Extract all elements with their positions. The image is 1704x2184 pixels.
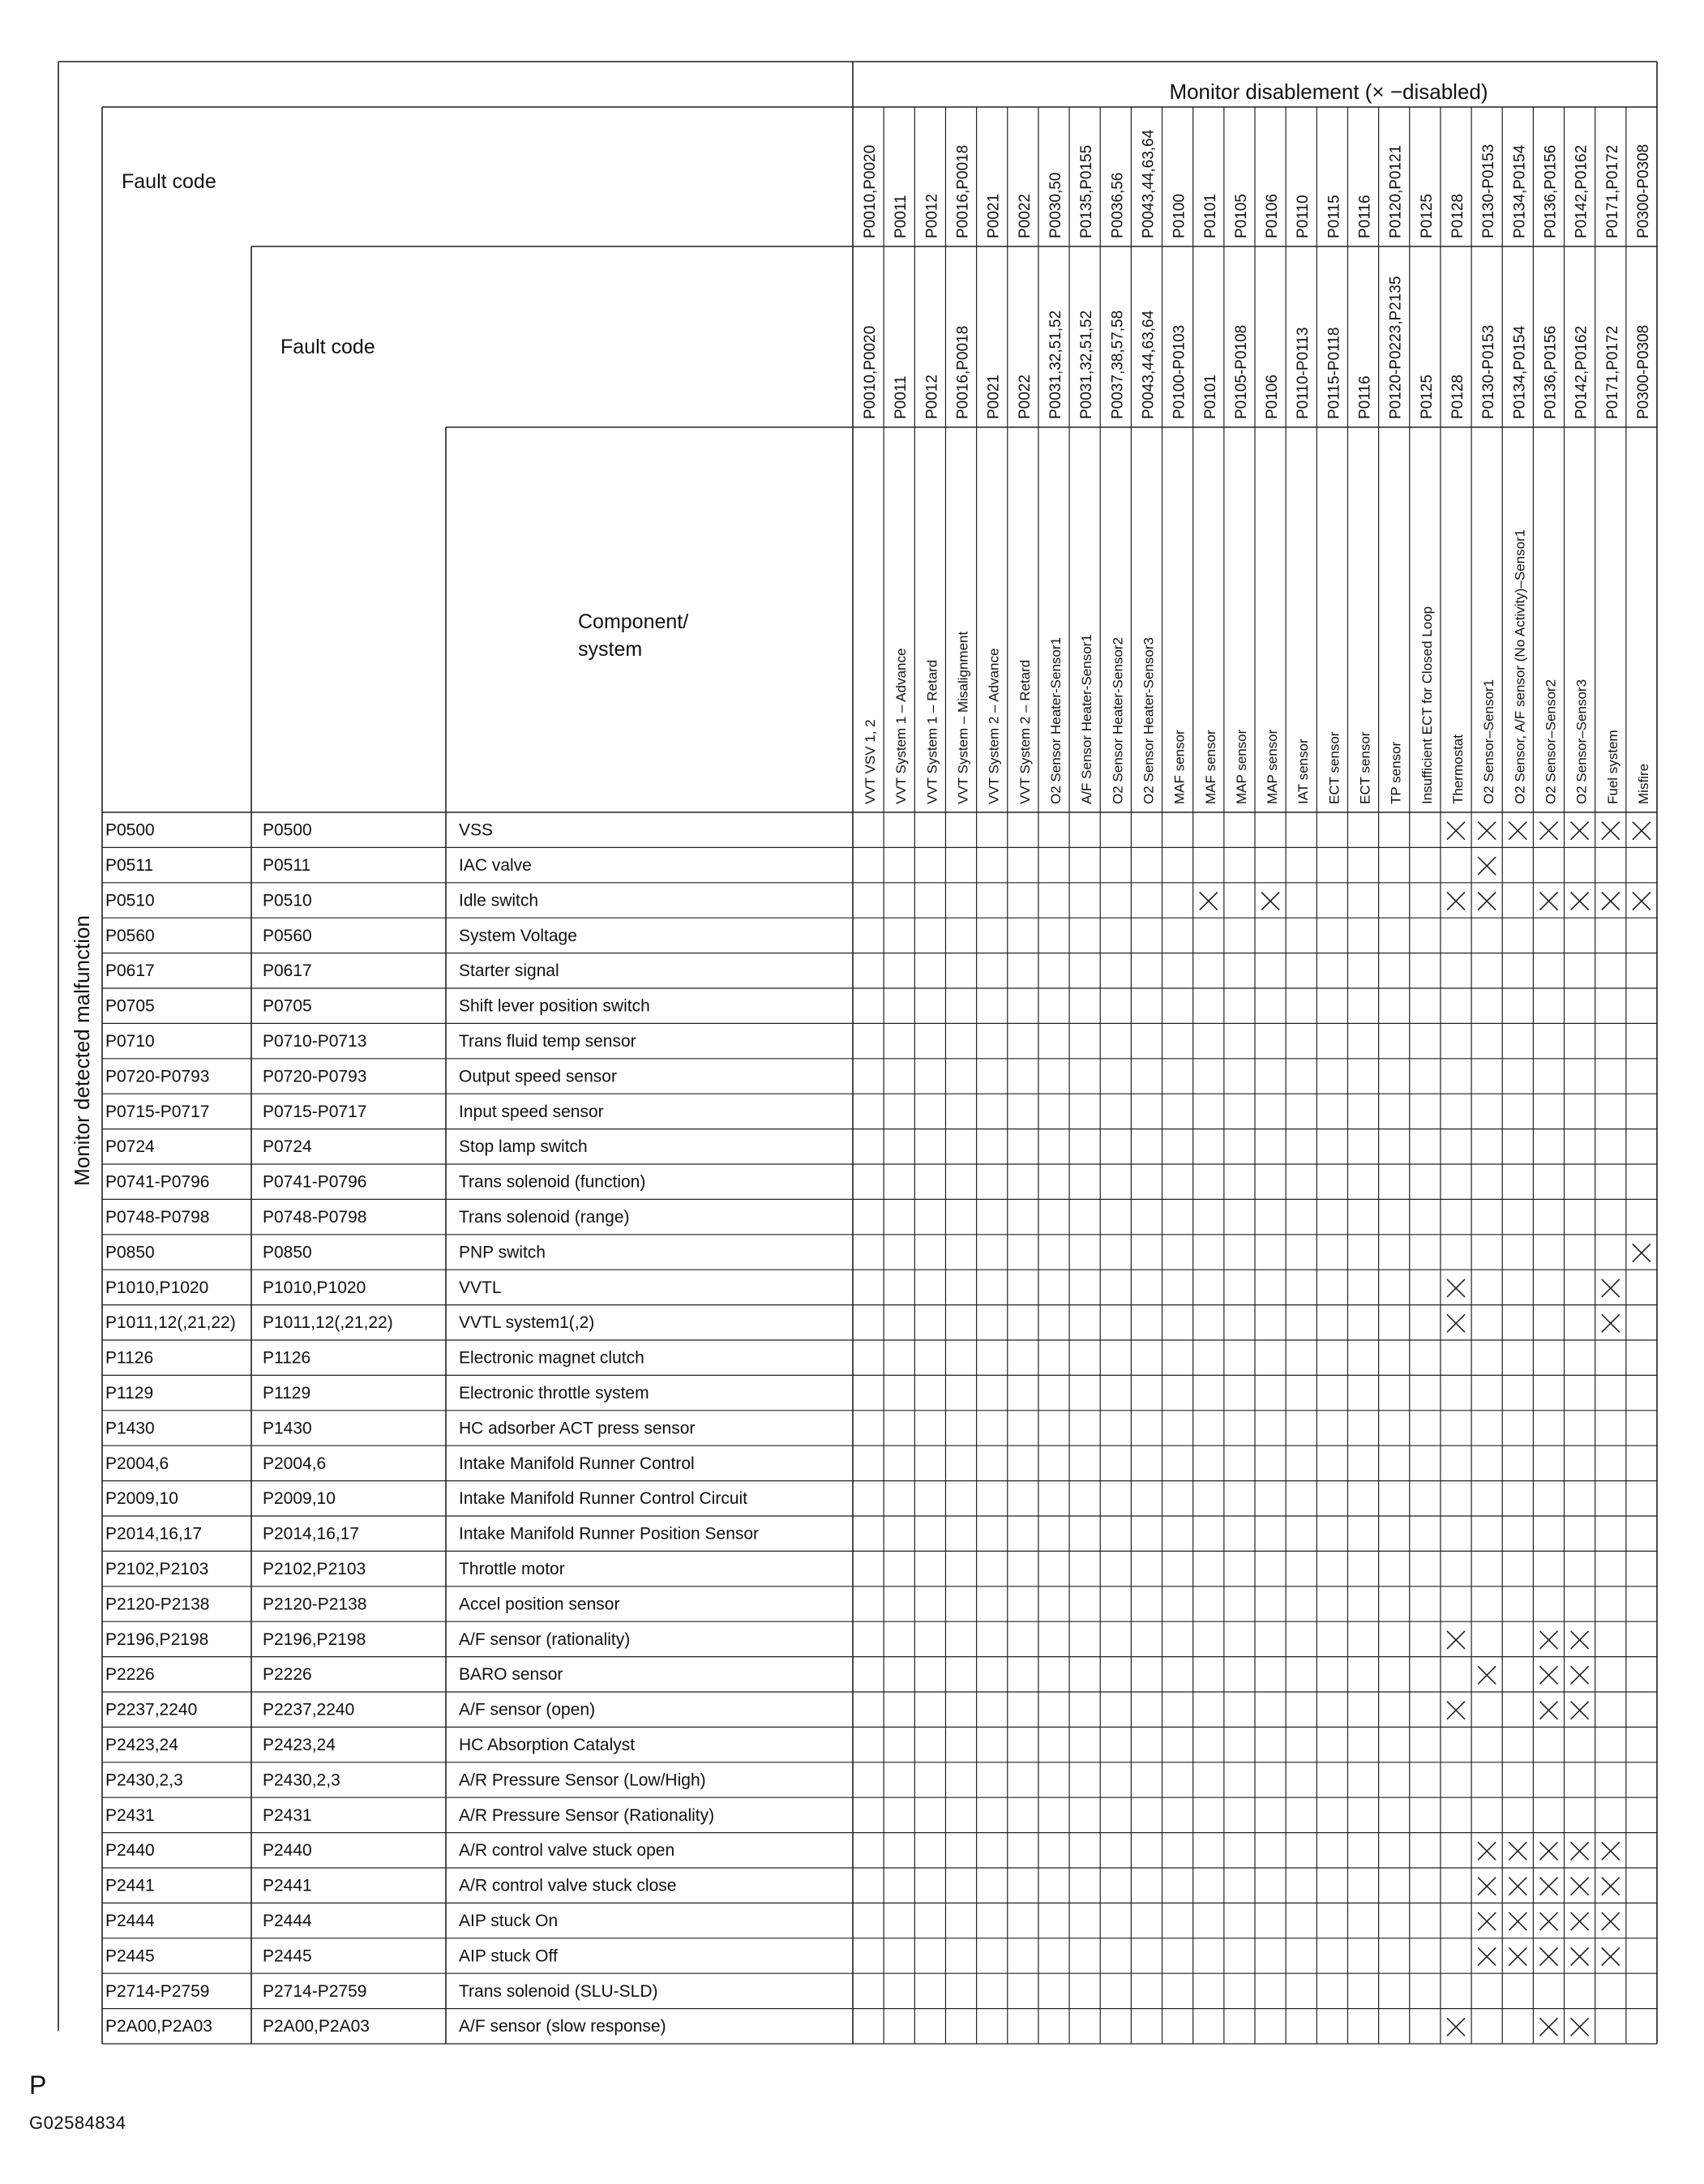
disabled-mark (1571, 822, 1589, 840)
column-component-name: ECT sensor (1357, 731, 1373, 804)
row-component: A/F sensor (slow response) (459, 2017, 666, 2036)
footer-letter: P (29, 2071, 47, 2100)
row-fault-code: P0720-P0793 (105, 1067, 210, 1086)
column-code-top: P0130-P0153 (1480, 143, 1498, 238)
column-component-name: Insufficient ECT for Closed Loop (1419, 606, 1435, 804)
row-fault-code: P0741-P0796 (105, 1172, 210, 1192)
column-code-top: P0135,P0155 (1078, 144, 1096, 238)
row-fault-code: P0710 (105, 1032, 155, 1051)
disabled-mark (1571, 1842, 1589, 1860)
disabled-mark (1571, 1878, 1589, 1895)
disabled-mark (1478, 1948, 1496, 1966)
row-component: A/R control valve stuck close (459, 1876, 677, 1895)
row-fault-code: P2226 (105, 1665, 155, 1685)
row-fault-code-detail: P2237,2240 (263, 1700, 355, 1719)
disabled-mark (1539, 893, 1557, 910)
row-fault-code: P2441 (105, 1876, 155, 1895)
row-fault-code: P2444 (105, 1912, 155, 1931)
column-code-detail: P0105-P0108 (1232, 324, 1250, 419)
disabled-mark (1447, 822, 1465, 840)
row-fault-code-detail: P1129 (263, 1384, 311, 1403)
figure-code: G02584834 (29, 2113, 126, 2133)
row-fault-code-detail: P2009,10 (263, 1489, 336, 1509)
disabled-mark (1602, 1842, 1620, 1860)
column-code-top: P0125 (1418, 194, 1436, 238)
component-system-label-line2: system (578, 638, 643, 661)
column-component-name: Misfire (1635, 763, 1651, 804)
row-fault-code: P0850 (105, 1243, 155, 1262)
column-code-detail: P0016,P0018 (954, 325, 972, 419)
row-component: AIP stuck Off (459, 1946, 558, 1966)
disabled-mark (1478, 1666, 1496, 1684)
table-row (105, 1278, 1620, 1297)
table-row (105, 1137, 588, 1156)
disabled-mark (1447, 1631, 1465, 1649)
row-component: A/R control valve stuck open (459, 1841, 675, 1861)
row-fault-code-detail: P2440 (263, 1841, 312, 1861)
column-code-detail: P0043,44,63,64 (1140, 310, 1158, 419)
table-row (105, 1208, 630, 1227)
row-component: Input speed sensor (459, 1102, 604, 1121)
disabled-mark (1602, 893, 1620, 910)
row-component: AIP stuck On (459, 1912, 559, 1931)
row-fault-code: P0748-P0798 (105, 1208, 210, 1227)
row-fault-code: P2440 (105, 1841, 155, 1861)
fault-code-label-outer: Fault code (122, 170, 216, 193)
table-row (105, 1665, 1589, 1684)
column-code-top: P0012 (923, 194, 941, 238)
table-row (105, 2017, 1589, 2036)
row-component: VSS (459, 820, 494, 840)
row-fault-code-detail: P0850 (263, 1243, 312, 1262)
column-component-name: TP sensor (1388, 741, 1404, 804)
table-row (105, 1771, 706, 1789)
row-fault-code-detail: P2431 (263, 1805, 312, 1825)
row-component: IAC valve (459, 856, 532, 876)
row-fault-code-detail: P2120-P2138 (263, 1595, 367, 1614)
table-row (105, 1806, 714, 1825)
column-component-name: ECT sensor (1326, 731, 1342, 804)
row-fault-code-detail: P0617 (263, 961, 312, 981)
disabled-mark (1571, 1948, 1589, 1966)
disabled-mark (1447, 2018, 1465, 2036)
column-code-top: P0106 (1264, 194, 1282, 238)
disabled-mark (1633, 822, 1650, 840)
column-code-top: P0120,P0121 (1387, 144, 1405, 238)
disabled-mark (1447, 893, 1465, 910)
column-code-top: P0030,50 (1047, 172, 1064, 238)
table-row (105, 1313, 1620, 1332)
row-fault-code-detail: P0741-P0796 (263, 1172, 367, 1192)
row-component: Trans solenoid (SLU-SLD) (459, 1981, 658, 2001)
column-component-name: O2 Sensor Heater-Sensor3 (1141, 637, 1157, 804)
row-component: Shift lever position switch (459, 996, 650, 1016)
row-component: Trans solenoid (function) (459, 1172, 646, 1192)
table-header (70, 79, 1488, 1186)
disabled-mark (1571, 1912, 1589, 1930)
row-fault-code-detail: P2430,2,3 (263, 1771, 340, 1790)
row-component: Trans solenoid (range) (459, 1208, 630, 1227)
row-fault-code-detail: P2441 (263, 1876, 312, 1895)
column-code-top: P0016,P0018 (954, 144, 972, 238)
column-code-top: P0010,P0020 (862, 144, 880, 238)
disabled-mark (1539, 1842, 1557, 1860)
column-component-name: Fuel system (1604, 730, 1621, 804)
column-code-top: P0142,P0162 (1573, 144, 1591, 238)
column-code-detail: P0110-P0113 (1295, 327, 1312, 419)
row-component: A/R Pressure Sensor (Low/High) (459, 1771, 706, 1790)
row-fault-code-detail: P1010,P1020 (263, 1278, 366, 1297)
row-fault-code: P1011,12(,21,22) (105, 1313, 236, 1333)
disabled-mark (1571, 2018, 1589, 2036)
row-fault-code-detail: P0560 (263, 926, 312, 945)
column-code-detail: P0125 (1418, 375, 1436, 419)
disabled-mark (1602, 822, 1620, 840)
column-component-name: O2 Sensor, A/F sensor (No Activity)–Sensor1 (1512, 529, 1528, 804)
row-fault-code: P2009,10 (105, 1489, 178, 1509)
row-fault-code-detail: P1430 (263, 1419, 312, 1438)
disabled-mark (1261, 893, 1279, 910)
table-row (105, 927, 577, 945)
column-component-name: VVT System 1 – Retard (924, 659, 940, 804)
column-code-detail: P0106 (1264, 375, 1282, 419)
disabled-mark (1571, 1702, 1589, 1719)
column-component-name: VVT System 2 – Advance (986, 648, 1002, 804)
row-fault-code-detail: P1011,12(,21,22) (263, 1313, 393, 1333)
row-fault-code: P0724 (105, 1137, 155, 1157)
row-fault-code-detail: P0748-P0798 (263, 1208, 367, 1227)
component-system-label: Component/ (578, 610, 689, 633)
column-code-top: P0022 (1016, 194, 1034, 238)
column-component-name: O2 Sensor–Sensor2 (1543, 679, 1559, 804)
table-row (105, 1877, 1620, 1895)
row-component: Starter signal (459, 961, 559, 981)
disabled-mark (1602, 1948, 1620, 1966)
column-code-top: P0036,56 (1109, 172, 1127, 238)
row-fault-code: P2014,16,17 (105, 1524, 203, 1544)
column-code-top: P0105 (1232, 194, 1250, 238)
table-row (105, 1841, 1620, 1860)
table-row (105, 1032, 636, 1051)
row-component: Intake Manifold Runner Position Sensor (459, 1524, 760, 1544)
column-code-detail: P0011 (893, 375, 910, 419)
column-code-detail: P0037,38,57,58 (1109, 310, 1127, 419)
row-fault-code: P0500 (105, 820, 155, 840)
table-row (105, 1489, 747, 1508)
disabled-mark (1539, 1666, 1557, 1684)
table-row (105, 891, 1650, 910)
disabled-mark (1602, 1314, 1620, 1332)
table-row (105, 1243, 1650, 1261)
fault-code-label-inner: Fault code (280, 336, 375, 358)
column-component-name: O2 Sensor–Sensor1 (1481, 679, 1497, 804)
row-fault-code: P2004,6 (105, 1454, 169, 1473)
column-code-top: P0110 (1295, 195, 1312, 238)
column-component-name: VVT System – Misalignment (955, 631, 971, 804)
column-code-detail: P0031,32,51,52 (1078, 310, 1096, 419)
column-code-top: P0300-P0308 (1634, 143, 1652, 238)
column-code-detail: P0128 (1449, 375, 1466, 419)
row-fault-code: P2423,24 (105, 1736, 178, 1755)
row-fault-code-detail: P2444 (263, 1912, 312, 1931)
row-fault-code-detail: P0715-P0717 (263, 1102, 367, 1121)
row-component: Trans fluid temp sensor (459, 1032, 636, 1051)
row-component: Output speed sensor (459, 1067, 617, 1086)
row-fault-code-detail: P2004,6 (263, 1454, 327, 1473)
row-component: System Voltage (459, 926, 577, 945)
table-row (105, 1454, 695, 1473)
disabled-mark (1478, 857, 1496, 875)
table-row (105, 1560, 565, 1578)
column-component-name: MAP sensor (1265, 729, 1281, 804)
column-code-detail: P0010,P0020 (862, 325, 880, 419)
column-code-top: P0100 (1171, 194, 1188, 238)
row-component: VVTL (459, 1278, 502, 1297)
row-fault-code-detail: P2196,P2198 (263, 1629, 366, 1649)
row-fault-code: P2102,P2103 (105, 1560, 209, 1579)
row-fault-code-detail: P2A00,P2A03 (263, 2017, 370, 2036)
row-fault-code-detail: P2445 (263, 1946, 312, 1966)
disabled-mark (1539, 2018, 1557, 2036)
column-code-detail: P0115-P0118 (1325, 327, 1343, 419)
row-fault-code: P2120-P2138 (105, 1595, 210, 1614)
table-row (105, 1595, 619, 1613)
table-row (105, 1701, 1589, 1719)
column-code-detail: P0031,32,51,52 (1047, 310, 1064, 419)
row-fault-code: P0617 (105, 961, 155, 981)
row-component: Stop lamp switch (459, 1137, 588, 1157)
column-code-detail: P0101 (1201, 375, 1219, 419)
column-code-detail: P0130-P0153 (1480, 324, 1498, 419)
row-component: PNP switch (459, 1243, 546, 1262)
row-fault-code: P2445 (105, 1946, 155, 1966)
disabled-mark (1602, 1912, 1620, 1930)
column-code-detail: P0120-P0223,P2135 (1387, 276, 1405, 419)
row-fault-code: P2714-P2759 (105, 1981, 210, 2001)
disabled-mark (1539, 1948, 1557, 1966)
row-component: Intake Manifold Runner Control (459, 1454, 695, 1473)
disabled-mark (1539, 1702, 1557, 1719)
row-component: Electronic throttle system (459, 1384, 649, 1403)
column-component-name: O2 Sensor–Sensor3 (1573, 679, 1590, 804)
disabled-mark (1509, 1878, 1526, 1895)
column-code-detail: P0022 (1016, 375, 1034, 419)
column-code-top: P0101 (1201, 194, 1219, 238)
column-code-top: P0171,P0172 (1603, 144, 1621, 238)
row-fault-code-detail: P2423,24 (263, 1736, 336, 1755)
row-fault-code-detail: P0720-P0793 (263, 1067, 367, 1086)
column-component-name: VVT System 2 – Retard (1017, 659, 1033, 804)
row-fault-code: P1126 (105, 1348, 154, 1368)
column-code-detail: P0142,P0162 (1573, 325, 1591, 419)
table-rows (105, 821, 1650, 2036)
row-fault-code: P0511 (105, 856, 154, 876)
table-row (105, 1384, 649, 1402)
row-fault-code: P2430,2,3 (105, 1771, 183, 1790)
column-component-name: MAF sensor (1171, 730, 1188, 804)
row-component: Electronic magnet clutch (459, 1348, 644, 1368)
row-fault-code-detail: P2102,P2103 (263, 1560, 366, 1579)
column-component-name: Thermostat (1450, 734, 1466, 804)
column-code-detail: P0136,P0156 (1542, 325, 1560, 419)
row-component: HC adsorber ACT press sensor (459, 1419, 696, 1438)
row-component: Intake Manifold Runner Control Circuit (459, 1489, 747, 1509)
row-component: A/R Pressure Sensor (Rationality) (459, 1805, 715, 1825)
disabled-mark (1539, 1912, 1557, 1930)
table-row (105, 997, 650, 1016)
row-fault-code: P2431 (105, 1805, 155, 1825)
row-fault-code-detail: P2714-P2759 (263, 1981, 367, 2001)
disabled-mark (1539, 1878, 1557, 1895)
column-code-detail: P0021 (985, 375, 1003, 419)
row-component: Idle switch (459, 891, 539, 910)
disabled-mark (1571, 1631, 1589, 1649)
disabled-mark (1571, 893, 1589, 910)
row-component: A/F sensor (open) (459, 1700, 596, 1719)
column-code-top: P0011 (893, 195, 910, 238)
disabled-mark (1509, 1912, 1526, 1930)
column-component-name: IAT sensor (1295, 739, 1312, 804)
table-row (105, 1103, 604, 1121)
row-component: VVTL system1(,2) (459, 1313, 595, 1333)
row-component: BARO sensor (459, 1665, 563, 1685)
column-code-detail: P0100-P0103 (1171, 324, 1188, 419)
row-fault-code: P1010,P1020 (105, 1278, 209, 1297)
row-fault-code: P2196,P2198 (105, 1629, 209, 1649)
column-code-detail: P0116 (1356, 375, 1374, 419)
table-row (105, 1736, 635, 1754)
table-row (105, 1946, 1620, 1965)
disabled-mark (1478, 1878, 1496, 1895)
row-fault-code: P0715-P0717 (105, 1102, 210, 1121)
disabled-mark (1539, 822, 1557, 840)
disabled-mark (1509, 1948, 1526, 1966)
table-row (105, 1912, 1620, 1930)
disabled-mark (1633, 1244, 1650, 1262)
row-fault-code: P1430 (105, 1419, 155, 1438)
column-code-top: P0136,P0156 (1542, 144, 1560, 238)
row-fault-code-detail: P0705 (263, 996, 312, 1016)
disabled-mark (1200, 893, 1218, 910)
column-component-name: O2 Sensor Heater-Sensor2 (1110, 637, 1126, 804)
column-code-detail: P0300-P0308 (1634, 324, 1652, 419)
table-title: Monitor disablement (× −disabled) (1169, 79, 1488, 104)
column-code-detail: P0171,P0172 (1603, 325, 1621, 419)
row-fault-code-detail: P0500 (263, 820, 312, 840)
row-fault-code: P2237,2240 (105, 1700, 198, 1719)
disabled-mark (1478, 822, 1496, 840)
column-component-name: A/F Sensor Heater-Sensor1 (1079, 634, 1095, 804)
column-code-detail: P0134,P0154 (1511, 325, 1529, 419)
table-row (105, 1349, 644, 1368)
row-component: A/F sensor (rationality) (459, 1629, 631, 1649)
table-row (105, 1173, 645, 1192)
column-component-name: VVT VSV 1, 2 (863, 719, 879, 804)
disabled-mark (1509, 1842, 1526, 1860)
row-fault-code-detail: P2226 (263, 1665, 312, 1685)
disabled-mark (1602, 1878, 1620, 1895)
disabled-mark (1509, 822, 1526, 840)
column-code-top: P0043,44,63,64 (1140, 129, 1158, 238)
row-fault-code: P0560 (105, 926, 155, 945)
row-fault-code: P1129 (105, 1384, 154, 1403)
column-component-name: MAP sensor (1233, 729, 1249, 804)
row-fault-code-detail: P0724 (263, 1137, 312, 1157)
row-fault-code-detail: P0511 (263, 856, 311, 876)
column-code-top: P0134,P0154 (1511, 144, 1529, 238)
column-code-detail: P0012 (923, 375, 941, 419)
row-fault-code: P0705 (105, 996, 155, 1016)
column-code-top: P0128 (1449, 194, 1466, 238)
column-code-top: P0021 (985, 194, 1003, 238)
row-fault-code-detail: P0710-P0713 (263, 1032, 367, 1051)
row-fault-code-detail: P0510 (263, 891, 312, 910)
disabled-mark (1478, 1912, 1496, 1930)
table-row (105, 1419, 695, 1437)
table-row (105, 821, 1650, 840)
row-component: Accel position sensor (459, 1595, 620, 1614)
table-row (105, 856, 1496, 875)
monitor-detected-malfunction-label: Monitor detected malfunction (70, 915, 94, 1186)
disabled-mark (1571, 1666, 1589, 1684)
row-fault-code: P0510 (105, 891, 155, 910)
disabled-mark (1602, 1279, 1620, 1297)
column-component-name: VVT System 1 – Advance (893, 648, 910, 804)
row-fault-code-detail: P2014,16,17 (263, 1524, 360, 1544)
disabled-mark (1447, 1314, 1465, 1332)
disabled-mark (1539, 1631, 1557, 1649)
column-component-name: O2 Sensor Heater-Sensor1 (1048, 637, 1064, 804)
table-row (105, 961, 559, 980)
table-row (105, 1525, 759, 1544)
disabled-mark (1447, 1279, 1465, 1297)
table-row (105, 1982, 657, 2001)
column-component-name: MAF sensor (1202, 730, 1218, 804)
row-component: HC Absorption Catalyst (459, 1736, 636, 1755)
column-code-top: P0115 (1325, 195, 1343, 238)
disabled-mark (1478, 1842, 1496, 1860)
disabled-mark (1447, 1702, 1465, 1719)
column-code-top: P0116 (1356, 195, 1374, 238)
table-row (105, 1630, 1589, 1649)
row-component: Throttle motor (459, 1560, 565, 1579)
disabled-mark (1478, 893, 1496, 910)
table-row (105, 1067, 617, 1086)
row-fault-code-detail: P1126 (263, 1348, 311, 1368)
row-fault-code: P2A00,P2A03 (105, 2017, 212, 2036)
disabled-mark (1633, 893, 1650, 910)
